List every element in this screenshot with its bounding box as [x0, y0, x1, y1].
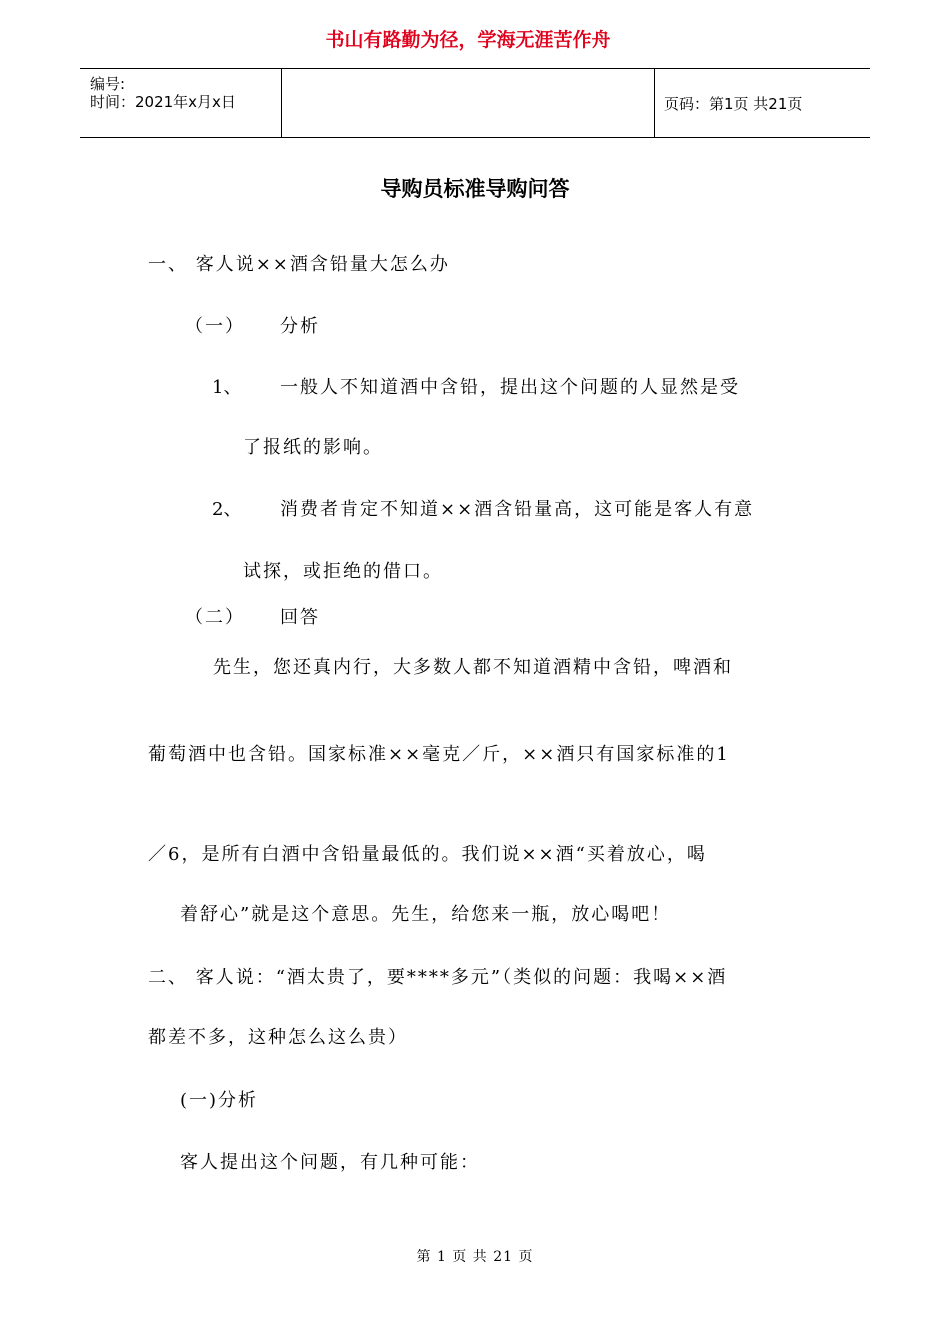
subsection-marker: （二）	[185, 607, 245, 628]
answer-line: 葡萄酒中也含铅。国家标准××毫克／斤，××酒只有国家标准的1	[148, 744, 730, 765]
serial-label: 编号:	[90, 75, 126, 93]
time-label: 时间：2021年x月x日	[90, 93, 236, 111]
item-line: 消费者肯定不知道××酒含铅量高，这可能是客人有意	[280, 499, 755, 520]
section-1-heading: 一、 客人说××酒含铅量大怎么办	[148, 254, 450, 275]
item-line: 试探，或拒绝的借口。	[243, 561, 443, 582]
section-2-heading: 二、 客人说：“酒太贵了，要****多元”（类似的问题：我喝××酒	[148, 967, 728, 988]
subsection-marker: （一）	[185, 316, 245, 337]
section-2-heading: 都差不多，这种怎么这么贵）	[148, 1027, 408, 1048]
item-line: 了报纸的影响。	[243, 437, 383, 458]
subsection-label: 回答	[280, 607, 320, 628]
subsection-label: 分析	[280, 316, 320, 337]
document-header	[80, 68, 870, 138]
subsection-label: (一)分析	[180, 1090, 259, 1111]
header-divider	[654, 69, 655, 137]
item-line: 一般人不知道酒中含铅，提出这个问题的人显然是受	[280, 377, 740, 398]
item-number: 1、	[212, 377, 242, 398]
page-footer: 第 1 页 共 21 页	[416, 1249, 534, 1265]
header-divider	[281, 69, 282, 137]
header-motto: 书山有路勤为径，学海无涯苦作舟	[325, 29, 611, 51]
page-title: 导购员标准导购问答	[380, 177, 570, 201]
answer-line: 先生，您还真内行，大多数人都不知道酒精中含铅，啤酒和	[213, 657, 733, 678]
page-label: 页码：第1页 共21页	[664, 95, 803, 113]
body-line: 客人提出这个问题，有几种可能：	[180, 1152, 480, 1173]
answer-line: ／6，是所有白酒中含铅量最低的。我们说××酒“买着放心，喝	[148, 844, 707, 865]
item-number: 2、	[212, 499, 242, 520]
answer-line: 着舒心”就是这个意思。先生，给您来一瓶，放心喝吧！	[180, 904, 672, 925]
